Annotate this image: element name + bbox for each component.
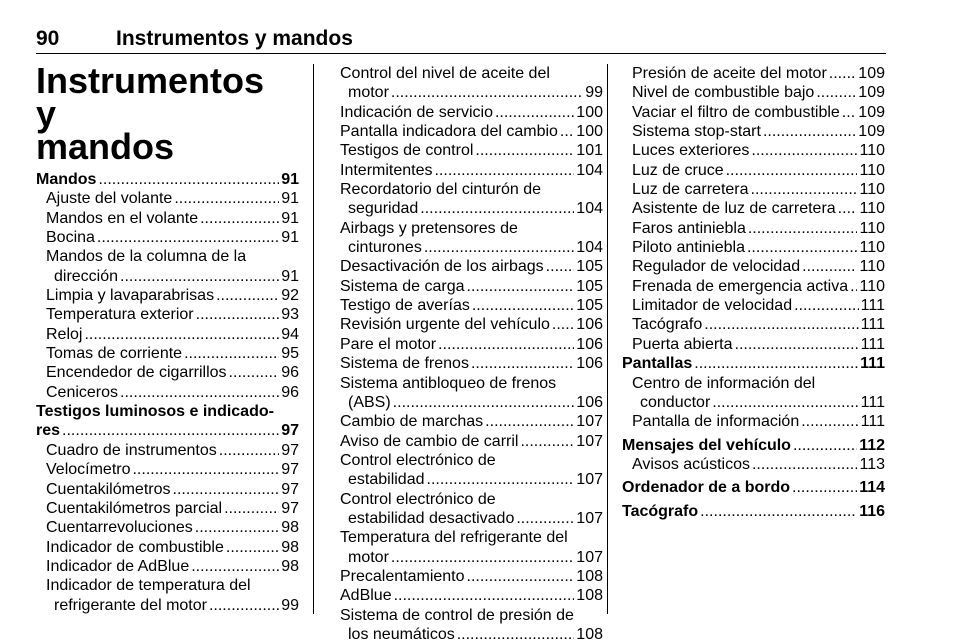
toc-entry-page: 111 — [860, 335, 885, 353]
dot-leader — [748, 219, 858, 238]
dot-leader — [751, 141, 857, 160]
toc-entry-page: 98 — [281, 557, 299, 575]
toc-entry[interactable] — [340, 64, 603, 83]
toc-entry-title: Control del nivel de aceite del — [340, 65, 550, 82]
toc-entry[interactable] — [340, 103, 603, 122]
toc-entry-title: Pantallas — [622, 355, 693, 373]
toc-entry-title: Testigos de control — [340, 142, 474, 160]
dot-leader — [391, 548, 574, 567]
toc-entry-page: 99 — [585, 84, 603, 102]
dot-leader — [216, 286, 279, 305]
dot-leader — [471, 354, 574, 373]
toc-entry-page: 110 — [859, 181, 885, 199]
toc-entry[interactable] — [622, 354, 885, 373]
toc-entry[interactable] — [622, 374, 885, 393]
toc-entry[interactable] — [36, 421, 299, 440]
toc-entry-page: 110 — [859, 219, 885, 237]
toc-entry[interactable] — [340, 432, 603, 451]
toc-entry-page: 91 — [281, 190, 299, 208]
toc-entry[interactable] — [622, 436, 885, 455]
toc-entry[interactable] — [622, 257, 885, 276]
dot-leader — [62, 421, 279, 440]
dot-leader — [735, 335, 859, 354]
toc-entry-title: Mandos — [36, 171, 97, 188]
dot-leader — [495, 103, 574, 122]
dot-leader — [132, 460, 279, 479]
toc-entry[interactable] — [622, 161, 885, 180]
toc-entry-page: 111 — [860, 413, 885, 431]
toc-entry-page: 97 — [281, 461, 299, 479]
toc-entry-title: Sistema de control de presión de — [340, 606, 574, 624]
toc-entry-page: 105 — [576, 277, 603, 295]
toc-entry-page: 99 — [281, 596, 299, 614]
toc-entry[interactable] — [340, 528, 603, 547]
toc-entry-title: Encendedor de cigarrillos — [46, 364, 227, 382]
toc-entry-page: 104 — [576, 200, 603, 218]
toc-entry-title: Nivel de combustible bajo — [632, 84, 815, 102]
toc-entry-title: Cambio de marchas — [340, 413, 484, 431]
toc-entry[interactable] — [622, 315, 885, 334]
toc-entry[interactable] — [622, 238, 885, 257]
dot-leader — [120, 267, 279, 286]
dot-leader — [793, 436, 857, 455]
toc-entry[interactable] — [340, 83, 603, 102]
toc-entry-title: Luz de cruce — [632, 161, 724, 179]
dot-leader — [393, 393, 575, 412]
toc-entry-page: 97 — [281, 499, 299, 517]
toc-entry-title: motor — [348, 548, 389, 566]
toc-entry-page: 107 — [576, 509, 603, 527]
toc-entry[interactable] — [340, 412, 603, 431]
dot-leader — [209, 596, 279, 615]
dot-leader — [200, 209, 279, 228]
toc-entry[interactable] — [622, 180, 885, 199]
dot-leader — [794, 296, 859, 315]
toc-entry-title: Velocímetro — [46, 461, 131, 479]
dot-leader — [751, 180, 858, 199]
toc-entry-page: 91 — [281, 171, 299, 188]
toc-entry[interactable] — [340, 374, 603, 393]
toc-entry-page: 107 — [576, 548, 603, 566]
toc-entry[interactable] — [36, 596, 299, 615]
toc-entry[interactable] — [340, 161, 603, 180]
dot-leader — [424, 238, 574, 257]
toc-entry-title: Avisos acústicos — [632, 455, 750, 473]
toc-entry-page: 112 — [859, 436, 885, 454]
dot-leader — [712, 393, 858, 412]
toc-entry-page: 91 — [281, 209, 299, 227]
toc-entry-title: Cuentakilómetros parcial — [46, 499, 223, 517]
toc-entry-title: Faros antiniebla — [632, 219, 746, 237]
dot-leader — [546, 257, 575, 276]
dot-leader — [427, 470, 575, 489]
toc-entry-page: 97 — [281, 441, 299, 459]
toc-entry-title: Asistente de luz de carretera — [632, 200, 836, 218]
toc-entry-page: 98 — [281, 538, 299, 556]
dot-leader — [391, 83, 583, 102]
toc-entry-title: Presión de aceite del motor — [632, 65, 827, 82]
toc-entry-page: 106 — [576, 393, 603, 411]
toc-entry-title: cinturones — [348, 239, 422, 257]
column-divider — [607, 64, 608, 614]
toc-entry[interactable] — [36, 267, 299, 286]
toc-entry-title: Sistema de frenos — [340, 355, 469, 373]
toc-entry[interactable] — [36, 325, 299, 344]
toc-entry-title: Pantalla de información — [632, 413, 800, 431]
toc-entry[interactable] — [622, 277, 885, 296]
toc-entry-title: Pantalla indicadora del cambio — [340, 123, 558, 141]
toc-entry-page: 107 — [576, 413, 603, 431]
toc-entry[interactable] — [340, 490, 603, 509]
toc-entry[interactable] — [340, 606, 603, 625]
header-rule — [36, 53, 886, 54]
toc-entry-title: los neumáticos — [348, 625, 455, 643]
chapter-title-line: mandos — [36, 126, 175, 167]
toc-entry-title: Ajuste del volante — [46, 190, 173, 208]
toc-entry[interactable] — [36, 383, 299, 402]
dot-leader — [838, 199, 858, 218]
dot-leader — [763, 122, 856, 141]
toc-entry-title: Vaciar el filtro de combustible — [632, 103, 840, 121]
dot-leader — [552, 315, 574, 334]
toc-entry-page: 116 — [859, 502, 885, 520]
toc-entry-title: Cuadro de instrumentos — [46, 441, 217, 459]
toc-entry[interactable] — [622, 219, 885, 238]
toc-entry-title: Limpia y lavaparabrisas — [46, 287, 215, 305]
toc-entry[interactable] — [340, 315, 603, 334]
toc-entry-page: 110 — [859, 142, 885, 160]
dot-leader — [229, 363, 280, 382]
dot-leader — [516, 509, 574, 528]
toc-entry-title: Indicador de temperatura del — [46, 577, 251, 595]
toc-entry[interactable] — [340, 199, 603, 218]
toc-entry[interactable] — [36, 247, 299, 266]
toc-entry-title: dirección — [54, 267, 119, 285]
toc-entry[interactable] — [36, 286, 299, 305]
toc-entry[interactable] — [622, 64, 885, 83]
toc-entry-page: 96 — [281, 364, 299, 382]
toc-entry[interactable] — [622, 103, 885, 122]
toc-entry-title: Sistema antibloqueo de frenos — [340, 374, 557, 392]
toc-entry[interactable] — [340, 393, 603, 412]
toc-entry-title: Desactivación de los airbags — [340, 258, 544, 276]
toc-entry-page: 92 — [281, 287, 299, 305]
dot-leader — [467, 277, 575, 296]
dot-leader — [801, 412, 858, 431]
toc-entry[interactable] — [36, 209, 299, 228]
toc-entry-page: 109 — [858, 84, 885, 102]
toc-entry-page: 106 — [576, 316, 603, 334]
toc-entry-title: Luces exteriores — [632, 142, 750, 160]
toc-entry-title: Temperatura del refrigerante del — [340, 529, 568, 547]
toc-entry[interactable] — [36, 441, 299, 460]
toc-entry[interactable] — [340, 180, 603, 199]
dot-leader — [457, 625, 575, 644]
dot-leader — [195, 518, 279, 537]
toc-entry-title: res — [36, 422, 61, 440]
toc-entry-page: 107 — [576, 432, 603, 450]
toc-entry[interactable] — [340, 451, 603, 470]
toc-entry[interactable] — [622, 502, 885, 521]
dot-leader — [224, 499, 279, 518]
toc-entry-title: Control electrónico de — [340, 490, 496, 508]
dot-leader — [219, 441, 279, 460]
toc-entry-title: Limitador de velocidad — [632, 297, 793, 315]
toc-entry-title: Intermitentes — [340, 161, 433, 179]
toc-entry-page: 95 — [281, 345, 299, 363]
toc-entry-page: 91 — [281, 229, 299, 247]
toc-entry-title: motor — [348, 84, 389, 102]
toc-entry-page: 111 — [860, 393, 885, 411]
toc-entry[interactable] — [622, 296, 885, 315]
toc-entry-page: 111 — [860, 355, 885, 373]
toc-entry-page: 110 — [859, 277, 885, 295]
toc-entry-title: Bocina — [46, 229, 95, 247]
toc-entry-title: Testigos luminosos e indicado- — [36, 403, 274, 421]
toc-entry[interactable] — [340, 586, 603, 605]
dot-leader — [485, 412, 574, 431]
toc-entry[interactable] — [340, 354, 603, 373]
toc-entry-page: 110 — [859, 200, 885, 218]
toc-entry-page: 109 — [858, 65, 885, 82]
toc-entry-title: Frenada de emergencia activa — [632, 277, 849, 295]
toc-entry[interactable] — [36, 499, 299, 518]
toc-entry[interactable] — [340, 470, 603, 489]
toc-entry[interactable] — [36, 460, 299, 479]
dot-leader — [438, 335, 574, 354]
toc-entry-page: 93 — [281, 306, 299, 324]
toc-entry[interactable] — [340, 277, 603, 296]
toc-entry[interactable] — [622, 83, 885, 102]
toc-entry-title: Tomas de corriente — [46, 345, 183, 363]
toc-entry-page: 91 — [281, 267, 299, 285]
toc-entry-title: Tacógrafo — [622, 502, 699, 520]
toc-entry-page: 97 — [281, 480, 299, 498]
toc-entry-page: 106 — [576, 355, 603, 373]
column-divider — [313, 64, 314, 614]
toc-entry-page: 105 — [576, 258, 603, 276]
toc-entry-page: 96 — [281, 383, 299, 401]
toc-entry-page: 100 — [576, 123, 603, 141]
toc-entry[interactable] — [622, 393, 885, 412]
toc-entry-title: (ABS) — [348, 393, 391, 411]
dot-leader — [792, 478, 857, 497]
toc-entry-title: Tacógrafo — [632, 316, 703, 334]
toc-entry-title: Aviso de cambio de carril — [340, 432, 519, 450]
toc-entry-title: seguridad — [348, 200, 419, 218]
toc-entry-page: 110 — [859, 239, 885, 257]
dot-leader — [704, 315, 858, 334]
dot-leader — [196, 305, 280, 324]
dot-leader — [560, 122, 574, 141]
toc-entry-page: 108 — [576, 567, 603, 585]
toc-entry-title: Control electrónico de — [340, 451, 496, 469]
toc-entry[interactable] — [340, 238, 603, 257]
toc-entry-title: Mandos en el volante — [46, 209, 199, 227]
toc-entry-title: Indicación de servicio — [340, 103, 493, 121]
dot-leader — [120, 383, 279, 402]
dot-leader — [842, 103, 857, 122]
dot-leader — [420, 199, 574, 218]
toc-entry-title: Mandos de la columna de la — [46, 248, 247, 266]
dot-leader — [752, 455, 858, 474]
toc-entry-title: Pare el motor — [340, 335, 437, 353]
toc-entry-page: 106 — [576, 335, 603, 353]
toc-column-2 — [340, 64, 603, 644]
toc-entry[interactable] — [36, 557, 299, 576]
toc-entry-page: 94 — [281, 325, 299, 343]
dot-leader — [475, 141, 574, 160]
toc-entry-page: 111 — [860, 297, 885, 315]
dot-leader — [434, 161, 574, 180]
toc-entry-title: Puerta abierta — [632, 335, 733, 353]
toc-entry[interactable] — [340, 296, 603, 315]
toc-entry[interactable] — [340, 625, 603, 644]
toc-entry-title: estabilidad — [348, 471, 425, 489]
dot-leader — [191, 557, 279, 576]
toc-entry-title: Ceniceros — [46, 383, 119, 401]
dot-leader — [829, 64, 857, 83]
toc-entry-page: 114 — [859, 479, 885, 497]
toc-entry[interactable] — [36, 189, 299, 208]
dot-leader — [694, 354, 858, 373]
toc-entry-title: Airbags y pretensores de — [340, 219, 518, 237]
toc-entry-title: Centro de información del — [632, 374, 816, 392]
toc-entry-page: 109 — [858, 123, 885, 141]
toc-entry-title: Luz de carretera — [632, 181, 749, 199]
toc-entry[interactable] — [36, 305, 299, 324]
toc-entry-page: 110 — [859, 258, 885, 276]
dot-leader — [747, 238, 858, 257]
toc-entry[interactable] — [622, 478, 885, 497]
toc-entry[interactable] — [36, 363, 299, 382]
toc-entry[interactable] — [340, 257, 603, 276]
toc-entry[interactable] — [36, 228, 299, 247]
toc-entry[interactable] — [36, 480, 299, 499]
dot-leader — [97, 228, 279, 247]
toc-entry-page: 113 — [859, 455, 885, 473]
toc-entry[interactable] — [340, 141, 603, 160]
toc-entry-title: Cuentakilómetros — [46, 480, 171, 498]
toc-entry-title: Piloto antiniebla — [632, 239, 745, 257]
dot-leader — [174, 189, 279, 208]
toc-entry[interactable] — [340, 335, 603, 354]
toc-entry-page: 100 — [576, 103, 603, 121]
toc-entry-page: 110 — [859, 161, 885, 179]
chapter-title — [36, 60, 286, 167]
toc-entry[interactable] — [622, 141, 885, 160]
toc-entry-page: 107 — [576, 471, 603, 489]
toc-entry-page: 104 — [576, 161, 603, 179]
dot-leader — [84, 325, 279, 344]
toc-entry[interactable] — [36, 518, 299, 537]
toc-entry-title: Recordatorio del cinturón de — [340, 181, 542, 199]
dot-leader — [520, 432, 574, 451]
toc-entry-title: refrigerante del motor — [54, 596, 207, 614]
toc-entry[interactable] — [340, 509, 603, 528]
toc-entry-page: 101 — [576, 142, 603, 160]
toc-entry[interactable] — [36, 344, 299, 363]
dot-leader — [226, 538, 279, 557]
toc-entry-title: Indicador de AdBlue — [46, 557, 190, 575]
dot-leader — [802, 257, 857, 276]
dot-leader — [472, 296, 574, 315]
dot-leader — [850, 277, 857, 296]
toc-entry[interactable] — [340, 548, 603, 567]
toc-entry-title: Indicador de combustible — [46, 538, 224, 556]
toc-entry-title: estabilidad desactivado — [348, 509, 515, 527]
toc-entry-title: Ordenador de a bordo — [622, 479, 791, 497]
toc-entry-page: 108 — [576, 625, 603, 643]
toc-entry[interactable] — [36, 402, 299, 421]
toc-entry[interactable] — [36, 576, 299, 595]
toc-entry-page: 97 — [281, 422, 299, 440]
dot-leader — [98, 170, 279, 189]
dot-leader — [173, 480, 280, 499]
toc-entry[interactable] — [622, 335, 885, 354]
toc-entry-title: Precalentamiento — [340, 567, 465, 585]
dot-leader — [467, 567, 575, 586]
toc-column-1 — [36, 170, 299, 615]
toc-entry-title: Reloj — [46, 325, 83, 343]
toc-entry-title: Cuentarrevoluciones — [46, 519, 193, 537]
dot-leader — [726, 161, 858, 180]
dot-leader — [184, 344, 279, 363]
toc-entry-page: 109 — [858, 103, 885, 121]
chapter-title-line: Instrumentos y — [36, 60, 265, 134]
toc-entry-page: 108 — [576, 587, 603, 605]
toc-entry-page: 104 — [576, 239, 603, 257]
toc-entry[interactable] — [36, 538, 299, 557]
toc-entry-page: 105 — [576, 297, 603, 315]
dot-leader — [700, 502, 857, 521]
toc-entry[interactable] — [622, 199, 885, 218]
toc-entry[interactable] — [622, 122, 885, 141]
page-number: 90 — [36, 27, 60, 50]
toc-entry-title: Temperatura exterior — [46, 306, 194, 324]
toc-entry-title: conductor — [640, 393, 711, 411]
toc-entry-title: Testigo de averías — [340, 297, 470, 315]
toc-entry[interactable] — [622, 412, 885, 431]
toc-entry[interactable] — [36, 170, 299, 189]
toc-entry[interactable] — [622, 455, 885, 474]
toc-entry-title: AdBlue — [340, 587, 392, 605]
toc-entry-title: Revisión urgente del vehículo — [340, 316, 550, 334]
toc-entry-title: Sistema stop-start — [632, 123, 761, 141]
toc-entry-title: Regulador de velocidad — [632, 258, 801, 276]
toc-entry[interactable] — [340, 122, 603, 141]
section-title: Instrumentos y mandos — [116, 27, 353, 50]
toc-entry-page: 98 — [281, 519, 299, 537]
toc-entry[interactable] — [340, 219, 603, 238]
toc-entry-page: 111 — [860, 316, 885, 334]
dot-leader — [816, 83, 856, 102]
dot-leader — [394, 586, 575, 605]
toc-entry-title: Mensajes del vehículo — [622, 436, 791, 454]
toc-column-3 — [622, 64, 885, 521]
toc-entry-title: Sistema de carga — [340, 277, 465, 295]
toc-entry[interactable] — [340, 567, 603, 586]
